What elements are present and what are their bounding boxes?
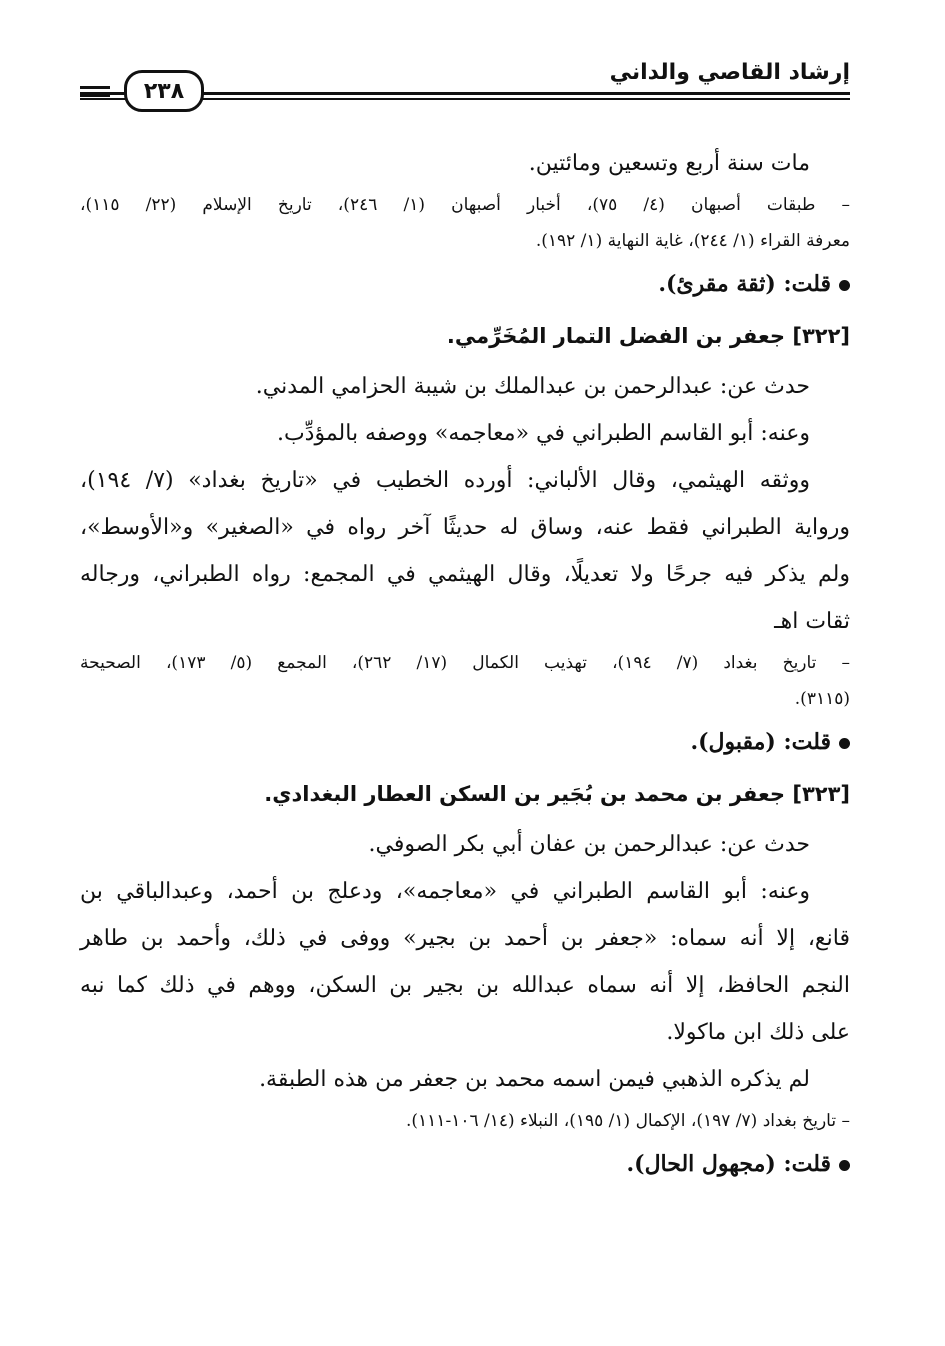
entry-heading: [٣٢٢] جعفر بن الفضل التمار المُخَرِّمي. — [446, 324, 850, 348]
verdict-text: قلت: (مقبول). — [690, 729, 831, 755]
verdict-line — [80, 717, 850, 767]
text-line: مات سنة أربع وتسعين ومائتين. — [528, 151, 810, 176]
header-dash — [80, 86, 110, 89]
text-line: وعنه: أبو القاسم الطبراني في «معاجمه» ووصفه بالمؤدِّب. — [276, 421, 810, 446]
text-line: لم يذكره الذهبي فيمن اسمه محمد بن جعفر من هذه الطبقة. — [259, 1067, 810, 1092]
source-line: – طبقات أصبهان (٤/ ٧٥)، أخبار أصبهان (١/ ٢٤٦)، تاريخ الإسلام (٢٢/ ١١٥)، — [80, 195, 850, 215]
bullet-icon — [839, 1160, 850, 1171]
text-line: حدث عن: عبدالرحمن بن عفان أبي بكر الصوفي. — [368, 832, 810, 857]
text-line: ثقات اهـ — [774, 609, 850, 634]
page-header — [80, 58, 850, 108]
text-line: قانع، إلا أنه سماه: «جعفر بن أحمد بن بجير» ووفى في ذلك، وأحمد بن طاهر — [80, 926, 850, 951]
verdict-text: قلت: (ثقة مقرئ). — [658, 271, 831, 297]
text-line: وعنه: أبو القاسم الطبراني في «معاجمه»، ودعلج بن أحمد، وعبدالباقي بن — [80, 879, 810, 904]
source-line: – تاريخ بغداد (٧/ ١٩٧)، الإكمال (١/ ١٩٥)، النبلاء (١٤/ ١٠٦-١١١). — [405, 1111, 850, 1131]
verdict-line — [80, 1139, 850, 1189]
bullet-icon — [839, 280, 850, 291]
running-title: إرشاد القاصي والداني — [609, 60, 850, 85]
header-dash — [80, 94, 110, 97]
verdict-line — [80, 259, 850, 309]
text-line: ورواية الطبراني فقط عنه، وساق له حديثًا آخر رواه في «الصغير» و«الأوسط»، — [80, 515, 850, 540]
source-line: – تاريخ بغداد (٧/ ١٩٤)، تهذيب الكمال (١٧/ ٢٦٢)، المجمع (٥/ ١٧٣)، الصحيحة — [80, 653, 851, 673]
source-line: (٣١١٥). — [794, 689, 850, 709]
entry-heading: [٣٢٣] جعفر بن محمد بن بُجَير بن السكن العطار البغدادي. — [264, 782, 850, 806]
verdict-text: قلت: (مجهول الحال). — [626, 1151, 831, 1177]
source-line: معرفة القراء (١/ ٢٤٤)، غاية النهاية (١/ ١٩٢). — [535, 231, 850, 251]
page-body — [80, 140, 850, 1189]
bullet-icon — [839, 738, 850, 749]
page-number: ٢٣٨ — [124, 70, 204, 112]
text-line: ووثقه الهيثمي، وقال الألباني: أورده الخطيب في «تاريخ بغداد» (٧/ ١٩٤)، — [80, 468, 811, 493]
text-line: ولم يذكر فيه جرحًا ولا تعديلًا، وقال الهيثمي في المجمع: رواه الطبراني، ورجاله — [80, 562, 850, 587]
text-line: النجم الحافظ، إلا أنه سماه عبدالله بن بجير بن السكن، ووهم في ذلك كما نبه — [80, 973, 850, 998]
text-line: على ذلك ابن ماكولا. — [666, 1020, 850, 1045]
text-line: حدث عن: عبدالرحمن بن عبدالملك بن شيبة الحزامي المدني. — [255, 374, 810, 399]
